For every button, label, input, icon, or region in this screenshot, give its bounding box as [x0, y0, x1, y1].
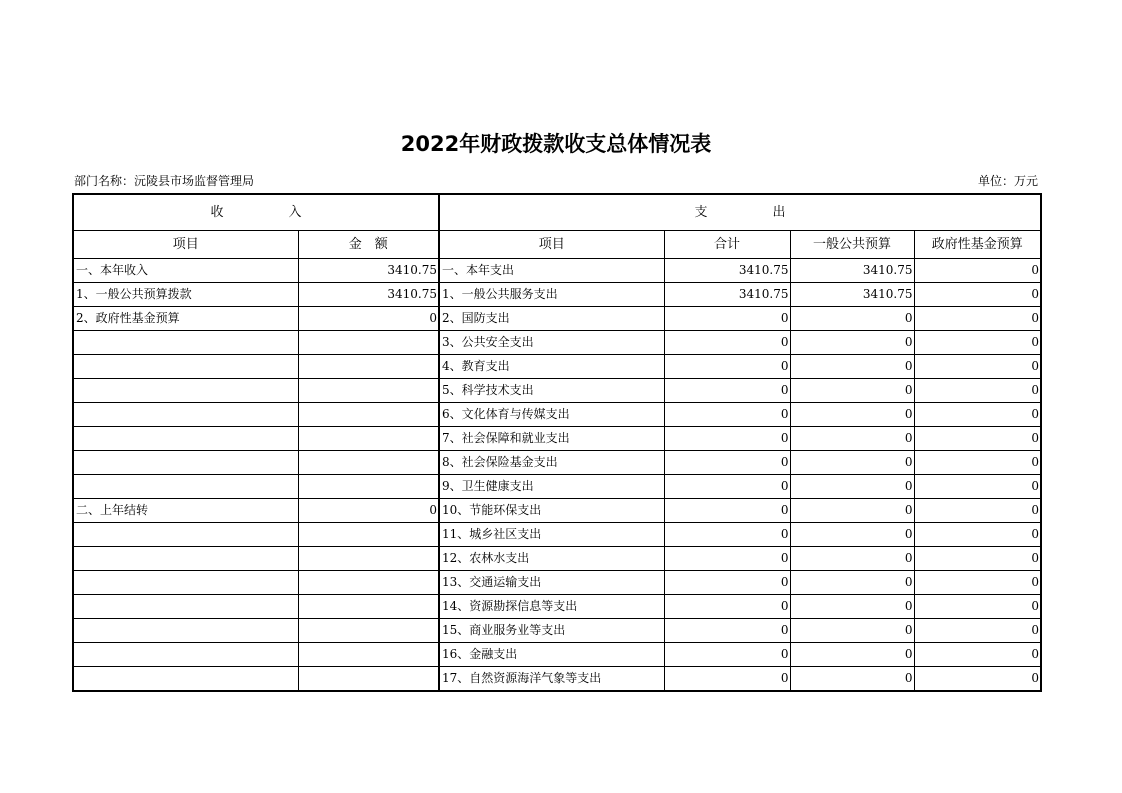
table-row [73, 427, 1041, 451]
expense-fund-cell: 0 [914, 379, 1041, 403]
expense-fund-cell: 0 [914, 547, 1041, 571]
expense-item-cell: 9、卫生健康支出 [439, 475, 664, 499]
header-row-sections [73, 194, 1041, 231]
income-amount-cell [298, 571, 439, 595]
expense-total-cell: 0 [664, 619, 790, 643]
income-section-header: 收 入 [73, 194, 439, 231]
income-amount-cell [298, 619, 439, 643]
expense-item-cell: 17、自然资源海洋气象等支出 [439, 667, 664, 692]
expense-fund-cell: 0 [914, 475, 1041, 499]
income-amount-cell [298, 355, 439, 379]
expense-total-cell: 0 [664, 307, 790, 331]
income-item-cell [73, 547, 298, 571]
expense-general-cell: 3410.75 [790, 259, 914, 283]
page-title: 2022年财政拨款收支总体情况表 [400, 132, 712, 156]
table-row [73, 355, 1041, 379]
expense-general-cell: 0 [790, 619, 914, 643]
expense-total-cell: 3410.75 [664, 283, 790, 307]
expense-general-cell: 0 [790, 547, 914, 571]
table-row [73, 475, 1041, 499]
expense-general-cell: 0 [790, 427, 914, 451]
income-item-cell [73, 331, 298, 355]
income-amount-cell: 0 [298, 499, 439, 523]
expense-general-cell: 3410.75 [790, 283, 914, 307]
expense-fund-cell: 0 [914, 259, 1041, 283]
expense-total-cell: 0 [664, 571, 790, 595]
income-amount-header: 金 额 [298, 231, 439, 259]
income-amount-cell [298, 403, 439, 427]
expense-item-cell: 8、社会保险基金支出 [439, 451, 664, 475]
expense-item-cell: 5、科学技术支出 [439, 379, 664, 403]
income-item-cell: 二、上年结转 [73, 499, 298, 523]
header-row-columns [73, 231, 1041, 259]
income-item-cell [73, 667, 298, 692]
expense-total-cell: 0 [664, 379, 790, 403]
expense-item-cell: 10、节能环保支出 [439, 499, 664, 523]
expense-item-cell: 6、文化体育与传媒支出 [439, 403, 664, 427]
expense-item-cell: 15、商业服务业等支出 [439, 619, 664, 643]
expense-fund-cell: 0 [914, 571, 1041, 595]
expense-item-cell: 3、公共安全支出 [439, 331, 664, 355]
expense-fund-cell: 0 [914, 523, 1041, 547]
income-amount-cell [298, 643, 439, 667]
expense-item-cell: 11、城乡社区支出 [439, 523, 664, 547]
expense-total-cell: 0 [664, 547, 790, 571]
expense-general-cell: 0 [790, 451, 914, 475]
department-name: 部门名称：沅陵县市场监督管理局 [74, 174, 255, 188]
expense-item-cell: 13、交通运输支出 [439, 571, 664, 595]
expense-total-cell: 0 [664, 331, 790, 355]
table-row [73, 307, 1041, 331]
expense-general-cell: 0 [790, 523, 914, 547]
expense-item-header: 项目 [439, 231, 664, 259]
expense-total-cell: 0 [664, 667, 790, 692]
income-item-cell [73, 355, 298, 379]
unit-label: 单位：万元 [977, 174, 1038, 188]
expense-total-cell: 0 [664, 643, 790, 667]
income-amount-cell [298, 595, 439, 619]
income-amount-cell: 3410.75 [298, 283, 439, 307]
income-amount-cell [298, 331, 439, 355]
table-row [73, 595, 1041, 619]
expense-general-cell: 0 [790, 475, 914, 499]
table-row [73, 379, 1041, 403]
expense-item-cell: 4、教育支出 [439, 355, 664, 379]
table-row [73, 283, 1041, 307]
expense-general-cell: 0 [790, 667, 914, 692]
expense-fund-cell: 0 [914, 499, 1041, 523]
expense-fund-cell: 0 [914, 595, 1041, 619]
table-row [73, 547, 1041, 571]
expense-general-cell: 0 [790, 499, 914, 523]
income-item-header: 项目 [73, 231, 298, 259]
expense-fund-cell: 0 [914, 355, 1041, 379]
income-amount-cell [298, 451, 439, 475]
income-item-cell [73, 643, 298, 667]
income-amount-cell: 0 [298, 307, 439, 331]
expense-item-cell: 16、金融支出 [439, 643, 664, 667]
expense-general-header: 一般公共预算 [790, 231, 914, 259]
income-item-cell [73, 571, 298, 595]
expense-general-cell: 0 [790, 331, 914, 355]
income-item-cell [73, 451, 298, 475]
table-row [73, 403, 1041, 427]
income-item-cell [73, 379, 298, 403]
expense-item-cell: 12、农林水支出 [439, 547, 664, 571]
table-row [73, 667, 1041, 692]
expense-item-cell: 7、社会保障和就业支出 [439, 427, 664, 451]
income-item-cell [73, 403, 298, 427]
expense-total-cell: 0 [664, 475, 790, 499]
income-item-cell [73, 427, 298, 451]
income-item-cell: 一、本年收入 [73, 259, 298, 283]
expense-item-cell: 一、本年支出 [439, 259, 664, 283]
expense-general-cell: 0 [790, 595, 914, 619]
income-amount-cell [298, 547, 439, 571]
expense-total-cell: 0 [664, 523, 790, 547]
expense-general-cell: 0 [790, 403, 914, 427]
expense-total-cell: 3410.75 [664, 259, 790, 283]
income-amount-cell [298, 427, 439, 451]
expense-general-cell: 0 [790, 643, 914, 667]
table-row [73, 619, 1041, 643]
expense-item-cell: 14、资源勘探信息等支出 [439, 595, 664, 619]
expense-total-cell: 0 [664, 451, 790, 475]
income-amount-cell [298, 379, 439, 403]
expense-general-cell: 0 [790, 355, 914, 379]
expense-fund-cell: 0 [914, 451, 1041, 475]
income-amount-cell [298, 475, 439, 499]
expense-total-cell: 0 [664, 403, 790, 427]
income-item-cell [73, 595, 298, 619]
income-item-cell: 2、政府性基金预算 [73, 307, 298, 331]
expense-general-cell: 0 [790, 571, 914, 595]
expense-fund-cell: 0 [914, 667, 1041, 692]
finance-table [72, 193, 1042, 692]
expense-fund-header: 政府性基金预算 [914, 231, 1041, 259]
table-row [73, 451, 1041, 475]
expense-total-header: 合计 [664, 231, 790, 259]
expense-fund-cell: 0 [914, 403, 1041, 427]
expense-general-cell: 0 [790, 379, 914, 403]
income-amount-cell [298, 667, 439, 692]
table-row [73, 643, 1041, 667]
table-row [73, 571, 1041, 595]
expense-total-cell: 0 [664, 595, 790, 619]
expense-general-cell: 0 [790, 307, 914, 331]
table-row [73, 523, 1041, 547]
expense-fund-cell: 0 [914, 619, 1041, 643]
table-row [73, 499, 1041, 523]
expense-fund-cell: 0 [914, 331, 1041, 355]
expense-item-cell: 2、国防支出 [439, 307, 664, 331]
expense-total-cell: 0 [664, 355, 790, 379]
income-item-cell [73, 619, 298, 643]
income-item-cell: 1、一般公共预算拨款 [73, 283, 298, 307]
expense-item-cell: 1、一般公共服务支出 [439, 283, 664, 307]
expense-fund-cell: 0 [914, 307, 1041, 331]
table-row [73, 259, 1041, 283]
expense-fund-cell: 0 [914, 427, 1041, 451]
expense-fund-cell: 0 [914, 643, 1041, 667]
expense-fund-cell: 0 [914, 283, 1041, 307]
income-amount-cell: 3410.75 [298, 259, 439, 283]
income-item-cell [73, 475, 298, 499]
table-row [73, 331, 1041, 355]
income-amount-cell [298, 523, 439, 547]
expense-total-cell: 0 [664, 427, 790, 451]
expense-section-header: 支 出 [439, 194, 1041, 231]
expense-total-cell: 0 [664, 499, 790, 523]
income-item-cell [73, 523, 298, 547]
